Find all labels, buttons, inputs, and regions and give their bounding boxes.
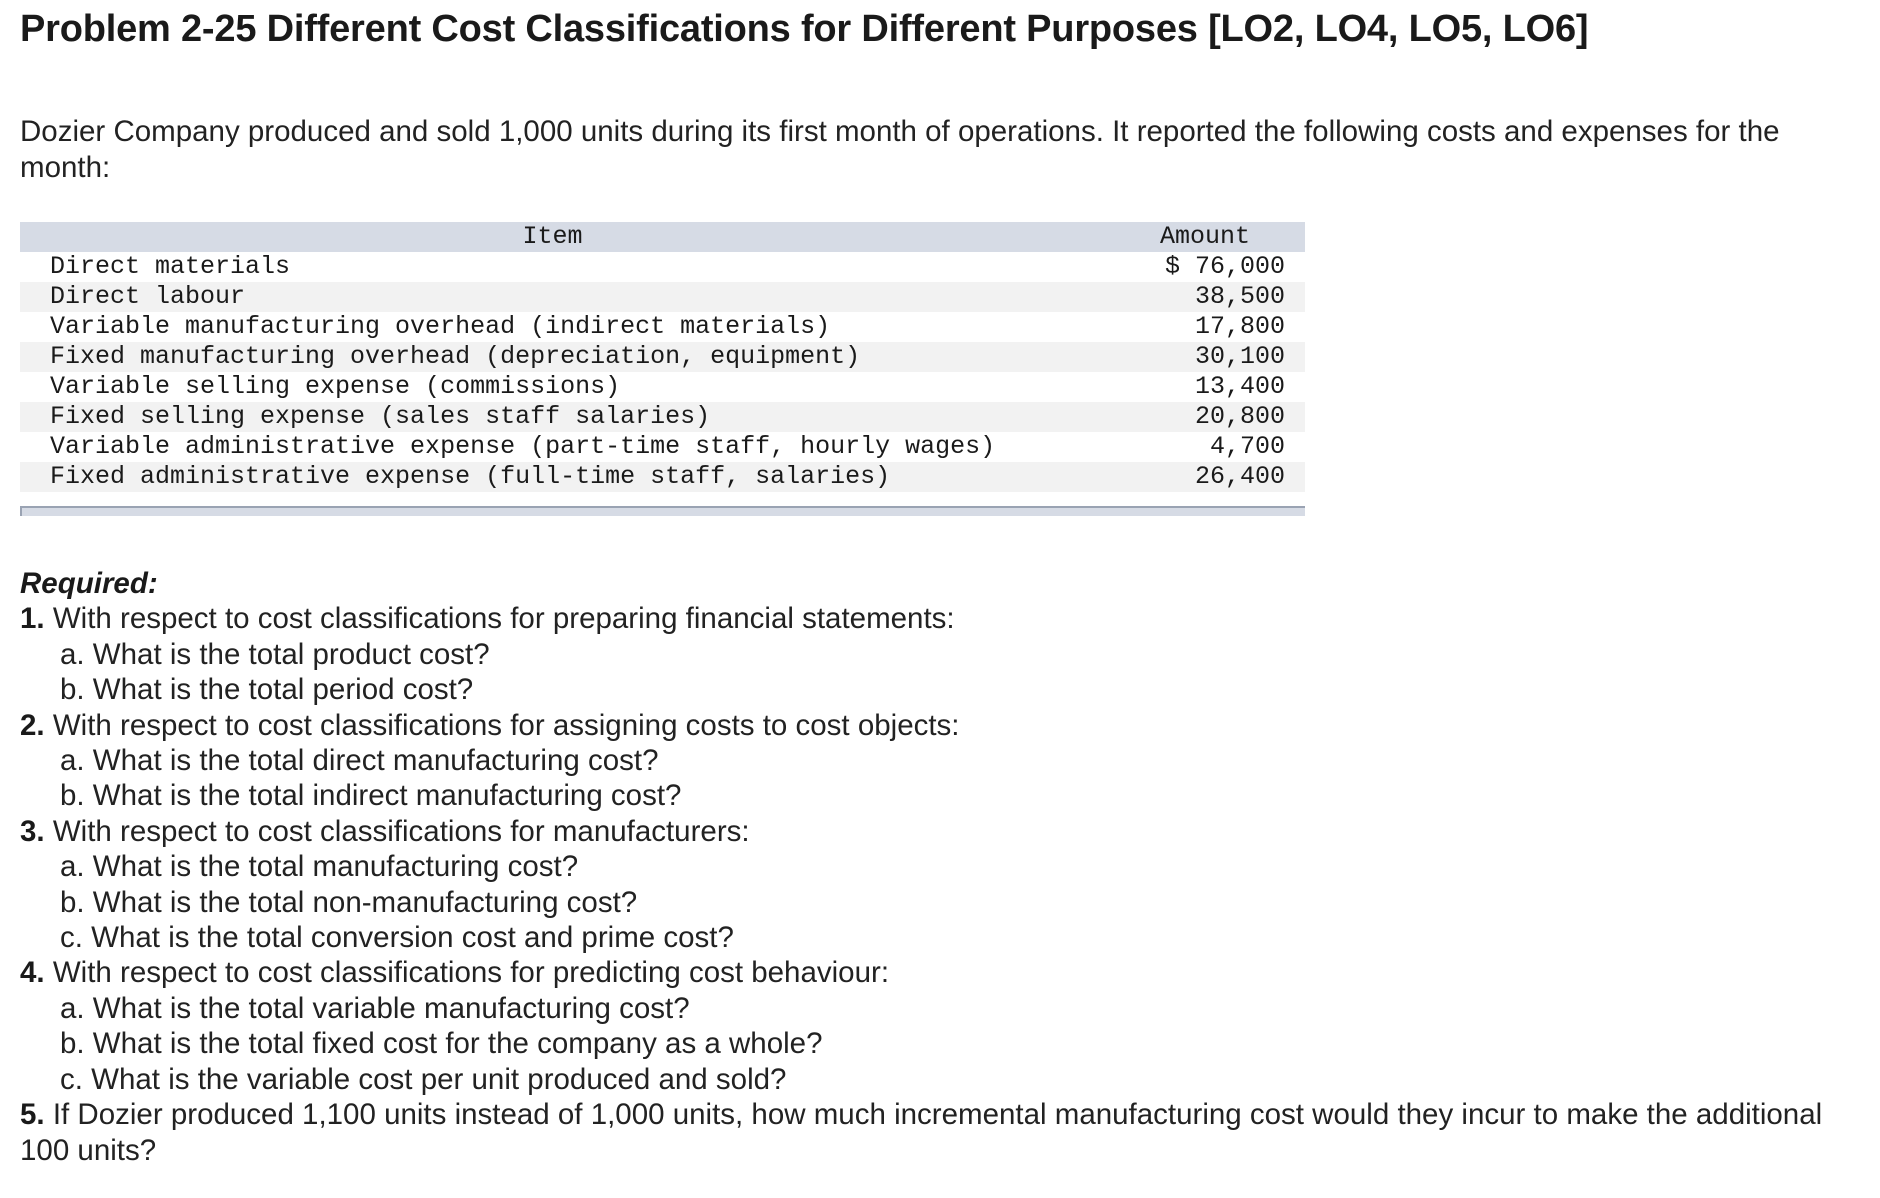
question-2	[20, 708, 1870, 743]
row-amount: 38,500	[1105, 282, 1305, 312]
cost-table	[20, 222, 1305, 492]
question-4	[20, 955, 1870, 990]
table-row	[20, 312, 1305, 342]
table-row	[20, 432, 1305, 462]
sub-question: a. What is the total direct manufacturing cost?	[60, 744, 659, 778]
sub-question: a. What is the total variable manufacturing cost?	[60, 991, 690, 1025]
row-item: Fixed manufacturing overhead (depreciation, equipment)	[20, 342, 1105, 372]
table-header-row	[20, 222, 1305, 252]
header-amount: Amount	[1105, 222, 1305, 252]
sub-question: b. What is the total non-manufacturing cost?	[60, 885, 638, 919]
question-number: 1.	[20, 602, 45, 636]
question-text: With respect to cost classifications for assigning costs to cost objects:	[52, 708, 960, 742]
question-text: With respect to cost classifications for preparing financial statements:	[52, 602, 955, 636]
cost-table-container	[20, 222, 1305, 516]
question-1	[20, 601, 1870, 636]
row-amount: 20,800	[1105, 402, 1305, 432]
question-number: 5.	[20, 1098, 45, 1132]
row-amount: 4,700	[1209, 432, 1285, 461]
question-number: 4.	[20, 956, 45, 990]
row-amount: 26,400	[1105, 462, 1305, 492]
sub-question: c. What is the total conversion cost and prime cost?	[60, 921, 734, 955]
required-heading: Required:	[20, 567, 158, 600]
row-item: Variable selling expense (commissions)	[50, 372, 621, 401]
intro-paragraph: Dozier Company produced and sold 1,000 units during its first month of operations. It reported the following costs and expenses for the month:	[20, 115, 1780, 184]
table-row	[20, 402, 1305, 432]
question-number: 3.	[20, 814, 45, 848]
question-text: With respect to cost classifications for predicting cost behaviour:	[52, 956, 890, 990]
table-footer-bar	[20, 506, 1305, 516]
sub-question: c. What is the variable cost per unit produced and sold?	[60, 1062, 787, 1096]
table-row	[20, 372, 1305, 402]
question-3	[20, 814, 1870, 849]
header-item: Item	[20, 222, 1105, 252]
row-item: Direct materials	[50, 252, 291, 281]
question-text: If Dozier produced 1,100 units instead of 1,000 units, how much incremental manufacturing cost would they incur to make the additional 100 units?	[20, 1098, 1823, 1167]
question-text: With respect to cost classifications for manufacturers:	[52, 814, 750, 848]
table-row	[20, 282, 1305, 312]
sub-question: b. What is the total fixed cost for the company as a whole?	[60, 1027, 823, 1061]
question-5	[20, 1097, 1870, 1168]
row-item: Fixed administrative expense (full-time staff, salaries)	[20, 462, 1105, 492]
sub-question: a. What is the total manufacturing cost?	[60, 850, 579, 884]
row-amount: $ 76,000	[1164, 252, 1285, 281]
sub-question: b. What is the total period cost?	[60, 673, 474, 707]
row-item: Fixed selling expense (sales staff salaries)	[20, 402, 1105, 432]
row-amount: 17,800	[1194, 312, 1285, 341]
row-item: Variable administrative expense (part-time staff, hourly wages)	[50, 432, 996, 461]
row-item: Direct labour	[20, 282, 1105, 312]
table-row	[20, 342, 1305, 372]
row-amount: 13,400	[1194, 372, 1285, 401]
row-item: Variable manufacturing overhead (indirect materials)	[50, 312, 831, 341]
sub-question: a. What is the total product cost?	[60, 637, 490, 671]
question-number: 2.	[20, 708, 45, 742]
sub-question: b. What is the total indirect manufacturing cost?	[60, 779, 682, 813]
table-row	[20, 462, 1305, 492]
table-row	[20, 252, 1305, 282]
required-section	[20, 566, 1870, 1168]
row-amount: 30,100	[1105, 342, 1305, 372]
page-title: Problem 2-25 Different Cost Classifications for Different Purposes [LO2, LO4, LO5, LO6]	[20, 8, 1589, 50]
